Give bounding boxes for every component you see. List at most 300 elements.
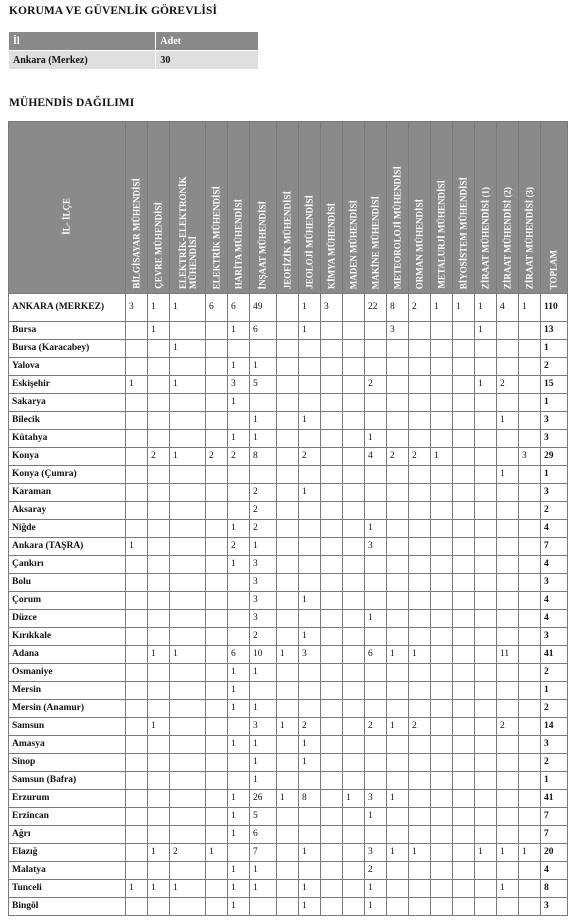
column-header-label: ZİRAAT MÜHENDİSİ (2)	[502, 186, 512, 289]
table-cell	[343, 754, 365, 772]
table-cell	[126, 448, 148, 466]
table-cell	[277, 592, 299, 610]
province-name: Konya	[9, 448, 126, 466]
table-cell: 1	[299, 898, 321, 916]
table-cell	[126, 592, 148, 610]
table-cell	[365, 682, 387, 700]
province-name: Bursa (Karacabey)	[9, 340, 126, 358]
table-cell	[519, 358, 541, 376]
table-cell	[431, 682, 453, 700]
table-cell	[299, 862, 321, 880]
table-cell	[277, 520, 299, 538]
table-cell	[206, 718, 228, 736]
table-cell	[453, 502, 475, 520]
table-cell	[519, 502, 541, 520]
table-cell	[277, 844, 299, 862]
table-row	[9, 610, 568, 628]
row-total: 7	[541, 538, 568, 556]
table-cell: 1	[299, 294, 321, 322]
row-total: 1	[541, 466, 568, 484]
column-header	[497, 122, 519, 294]
table-cell	[148, 682, 170, 700]
table-cell	[343, 358, 365, 376]
table-cell	[277, 538, 299, 556]
table-cell	[387, 826, 409, 844]
table-cell	[170, 664, 206, 682]
table-cell	[475, 394, 497, 412]
table-cell: 22	[365, 294, 387, 322]
table-cell	[343, 610, 365, 628]
table-cell	[321, 484, 343, 502]
province-name: Elazığ	[9, 844, 126, 862]
table-cell	[387, 682, 409, 700]
table-row	[9, 664, 568, 682]
table-cell	[343, 862, 365, 880]
column-header-label: İL- İLÇE	[61, 198, 72, 235]
table-cell	[126, 430, 148, 448]
table-cell	[343, 448, 365, 466]
table-cell: 1	[250, 736, 277, 754]
section-title-engineers: MÜHENDİS DAĞILIMI	[9, 97, 135, 109]
table-cell	[365, 358, 387, 376]
table-cell	[321, 520, 343, 538]
table-cell	[206, 700, 228, 718]
column-header-label: BİYOSİSTEM MÜHENDİSİ	[458, 176, 468, 289]
column-header-label: METALURJİ MÜHENDİSİ	[436, 180, 446, 289]
table-cell: 2	[170, 844, 206, 862]
table-cell	[519, 880, 541, 898]
table-cell	[343, 736, 365, 754]
table-cell	[148, 862, 170, 880]
table-cell	[228, 484, 250, 502]
table-cell	[453, 754, 475, 772]
table-cell	[409, 484, 431, 502]
table-cell: 1	[206, 844, 228, 862]
table-cell: 1	[228, 826, 250, 844]
province-name: Adana	[9, 646, 126, 664]
table-cell	[321, 898, 343, 916]
table-cell	[148, 358, 170, 376]
table-cell	[170, 466, 206, 484]
table-cell	[343, 394, 365, 412]
row-total: 1	[541, 772, 568, 790]
province-name: Ağrı	[9, 826, 126, 844]
table-cell	[409, 322, 431, 340]
table-cell	[343, 340, 365, 358]
table-cell: 1	[250, 754, 277, 772]
table-cell: 2	[250, 484, 277, 502]
header-il: İl	[9, 32, 156, 51]
table-cell	[126, 556, 148, 574]
table-cell	[170, 736, 206, 754]
table-cell	[299, 682, 321, 700]
table-cell	[497, 862, 519, 880]
table-cell	[206, 574, 228, 592]
table-cell	[126, 754, 148, 772]
table-cell	[343, 412, 365, 430]
table-cell	[228, 628, 250, 646]
table-cell	[453, 772, 475, 790]
row-total: 7	[541, 826, 568, 844]
table-cell	[475, 340, 497, 358]
table-cell	[431, 628, 453, 646]
table-cell	[409, 358, 431, 376]
table-cell	[343, 376, 365, 394]
table-cell	[170, 502, 206, 520]
table-cell: 8	[250, 448, 277, 466]
column-header-label: METEOROLOJİ MÜHENDİSİ	[392, 165, 402, 289]
table-cell	[321, 394, 343, 412]
table-cell	[299, 376, 321, 394]
table-cell	[206, 322, 228, 340]
table-cell	[321, 628, 343, 646]
table-cell: 1	[387, 718, 409, 736]
table-cell	[126, 610, 148, 628]
table-cell	[387, 502, 409, 520]
table-cell: 1	[250, 412, 277, 430]
table-cell	[299, 772, 321, 790]
table-cell	[277, 358, 299, 376]
table-cell: 1	[299, 880, 321, 898]
table-cell: 1	[387, 844, 409, 862]
table-cell	[126, 898, 148, 916]
table-cell	[343, 628, 365, 646]
table-row	[9, 880, 568, 898]
table-cell	[409, 790, 431, 808]
table-cell	[277, 754, 299, 772]
table-cell	[431, 592, 453, 610]
row-total: 7	[541, 808, 568, 826]
province-name: Samsun	[9, 718, 126, 736]
table-cell	[519, 430, 541, 448]
province-name: Mersin (Anamur)	[9, 700, 126, 718]
table-cell	[277, 664, 299, 682]
table-cell: 1	[277, 790, 299, 808]
table-cell	[299, 610, 321, 628]
province-name: Malatya	[9, 862, 126, 880]
table-cell	[170, 484, 206, 502]
province-name: Osmaniye	[9, 664, 126, 682]
row-total: 4	[541, 556, 568, 574]
table-cell	[431, 358, 453, 376]
province-name: Bursa	[9, 322, 126, 340]
table-cell	[321, 718, 343, 736]
cell-adet: 30	[156, 51, 259, 70]
table-cell	[519, 322, 541, 340]
table-cell	[475, 880, 497, 898]
table-cell: 2	[497, 718, 519, 736]
table-cell	[409, 808, 431, 826]
table-cell	[277, 862, 299, 880]
table-cell	[475, 520, 497, 538]
table-cell	[126, 466, 148, 484]
table-cell: 3	[250, 718, 277, 736]
table-cell	[519, 394, 541, 412]
table-cell	[321, 430, 343, 448]
table-cell	[431, 754, 453, 772]
table-cell	[431, 574, 453, 592]
table-cell	[365, 484, 387, 502]
table-row	[9, 574, 568, 592]
table-cell: 2	[228, 538, 250, 556]
table-cell: 1	[126, 880, 148, 898]
column-header	[365, 122, 387, 294]
table-cell: 3	[321, 294, 343, 322]
table-cell	[321, 502, 343, 520]
table-cell	[519, 790, 541, 808]
row-total: 2	[541, 358, 568, 376]
engineer-distribution-table	[8, 121, 568, 916]
province-name: ANKARA (MERKEZ)	[9, 294, 126, 322]
table-cell	[277, 340, 299, 358]
table-cell: 6	[365, 646, 387, 664]
table-cell: 6	[228, 294, 250, 322]
table-cell	[126, 826, 148, 844]
table-cell	[343, 646, 365, 664]
table-cell	[126, 682, 148, 700]
table-cell	[497, 592, 519, 610]
row-total: 1	[541, 682, 568, 700]
table-cell: 3	[519, 448, 541, 466]
table-cell: 5	[250, 808, 277, 826]
table-cell	[497, 682, 519, 700]
table-cell	[431, 538, 453, 556]
table-cell	[206, 520, 228, 538]
table-cell	[126, 664, 148, 682]
table-cell	[387, 772, 409, 790]
row-total: 110	[541, 294, 568, 322]
table-cell: 1	[126, 376, 148, 394]
table-cell	[475, 358, 497, 376]
table-cell	[277, 682, 299, 700]
table-cell	[453, 808, 475, 826]
table-cell	[299, 430, 321, 448]
row-total: 3	[541, 430, 568, 448]
province-name: Bilecik	[9, 412, 126, 430]
table-cell	[431, 556, 453, 574]
table-cell: 1	[299, 628, 321, 646]
table-cell	[365, 340, 387, 358]
table-cell	[206, 664, 228, 682]
table-cell	[409, 772, 431, 790]
table-cell	[453, 628, 475, 646]
table-row	[9, 412, 568, 430]
table-cell: 1	[519, 844, 541, 862]
table-cell	[453, 664, 475, 682]
column-header	[519, 122, 541, 294]
table-cell	[277, 448, 299, 466]
table-cell	[299, 808, 321, 826]
table-cell	[365, 628, 387, 646]
table-cell	[475, 664, 497, 682]
table-cell	[453, 844, 475, 862]
column-header-label: ELEKTRİK-ELEKTRONİK MÜHENDİSİ	[177, 176, 198, 289]
table-cell: 1	[170, 294, 206, 322]
security-staff-table	[8, 31, 259, 70]
table-cell: 1	[228, 682, 250, 700]
table-cell	[387, 430, 409, 448]
row-total: 3	[541, 736, 568, 754]
table-cell	[126, 718, 148, 736]
table-cell	[475, 538, 497, 556]
table-cell	[206, 538, 228, 556]
table-cell: 1	[365, 430, 387, 448]
table-cell	[299, 556, 321, 574]
table-cell	[277, 322, 299, 340]
table-cell: 2	[299, 718, 321, 736]
table-cell: 1	[170, 340, 206, 358]
table-cell	[453, 592, 475, 610]
table-cell	[475, 808, 497, 826]
table-cell	[343, 844, 365, 862]
table-cell: 4	[365, 448, 387, 466]
table-row	[9, 340, 568, 358]
table-cell: 1	[228, 736, 250, 754]
table-cell	[277, 826, 299, 844]
table-cell	[409, 754, 431, 772]
table-cell	[321, 682, 343, 700]
table-cell	[148, 754, 170, 772]
table-cell	[497, 628, 519, 646]
table-cell	[299, 700, 321, 718]
table-row	[9, 700, 568, 718]
table-cell	[453, 358, 475, 376]
row-total: 3	[541, 628, 568, 646]
table-cell	[409, 466, 431, 484]
table-cell	[343, 574, 365, 592]
table-cell: 2	[365, 376, 387, 394]
column-header-label: HARİTA MÜHENDİSİ	[233, 198, 243, 289]
table-cell: 2	[250, 628, 277, 646]
table-cell: 3	[365, 538, 387, 556]
table-cell	[453, 682, 475, 700]
table-cell: 1	[148, 646, 170, 664]
table-cell	[126, 502, 148, 520]
column-header	[475, 122, 497, 294]
table-cell	[277, 412, 299, 430]
table-cell	[409, 682, 431, 700]
row-total: 41	[541, 790, 568, 808]
province-name: Samsun (Bafra)	[9, 772, 126, 790]
table-cell	[170, 358, 206, 376]
table-cell	[299, 664, 321, 682]
table-cell	[343, 808, 365, 826]
table-cell	[431, 610, 453, 628]
table-cell	[409, 736, 431, 754]
table-cell: 1	[148, 294, 170, 322]
table-cell	[387, 358, 409, 376]
table-cell	[453, 826, 475, 844]
table-cell: 1	[228, 322, 250, 340]
table-cell	[126, 340, 148, 358]
table-cell	[277, 898, 299, 916]
table-cell	[126, 628, 148, 646]
table-cell	[453, 718, 475, 736]
table-cell	[365, 736, 387, 754]
table-cell: 1	[228, 880, 250, 898]
column-header	[148, 122, 170, 294]
table-cell	[365, 502, 387, 520]
table-cell	[321, 664, 343, 682]
table-cell	[519, 664, 541, 682]
table-cell	[431, 844, 453, 862]
table-cell	[519, 646, 541, 664]
table-cell	[148, 502, 170, 520]
table-cell	[343, 556, 365, 574]
table-cell	[365, 556, 387, 574]
table-cell	[475, 790, 497, 808]
table-cell	[250, 898, 277, 916]
table-cell	[299, 520, 321, 538]
table-cell	[497, 808, 519, 826]
table-cell: 1	[409, 844, 431, 862]
table-cell: 1	[228, 556, 250, 574]
table-cell	[387, 376, 409, 394]
table-cell: 2	[387, 448, 409, 466]
column-header-label: MADEN MÜHENDİSİ	[348, 199, 358, 289]
table-row	[9, 736, 568, 754]
table-cell	[387, 754, 409, 772]
table-cell	[277, 484, 299, 502]
table-cell	[148, 628, 170, 646]
table-cell: 2	[250, 502, 277, 520]
row-total: 4	[541, 610, 568, 628]
table-cell	[519, 574, 541, 592]
table-cell	[321, 880, 343, 898]
table-cell	[519, 682, 541, 700]
table-cell	[409, 412, 431, 430]
table-cell	[170, 556, 206, 574]
table-row	[9, 556, 568, 574]
table-cell	[148, 664, 170, 682]
table-cell	[431, 862, 453, 880]
table-cell	[365, 322, 387, 340]
row-total: 1	[541, 340, 568, 358]
table-cell: 1	[475, 376, 497, 394]
table-cell: 1	[365, 880, 387, 898]
table-cell	[299, 826, 321, 844]
table-cell	[387, 862, 409, 880]
table-cell	[475, 502, 497, 520]
table-cell	[431, 430, 453, 448]
table-cell	[431, 394, 453, 412]
province-name: Çankırı	[9, 556, 126, 574]
table-cell	[321, 790, 343, 808]
table-cell: 1	[250, 358, 277, 376]
table-cell	[299, 394, 321, 412]
table-cell	[475, 412, 497, 430]
table-cell: 1	[299, 484, 321, 502]
table-cell: 6	[250, 322, 277, 340]
column-header	[228, 122, 250, 294]
table-cell	[170, 412, 206, 430]
table-cell	[343, 898, 365, 916]
table-cell	[343, 592, 365, 610]
table-row	[9, 502, 568, 520]
table-cell: 1	[365, 898, 387, 916]
table-cell: 1	[228, 790, 250, 808]
table-cell	[453, 880, 475, 898]
table-cell	[365, 574, 387, 592]
table-cell	[321, 556, 343, 574]
table-cell	[343, 430, 365, 448]
table-cell	[321, 340, 343, 358]
column-header	[277, 122, 299, 294]
table-cell: 8	[299, 790, 321, 808]
table-cell	[206, 898, 228, 916]
table-cell	[148, 736, 170, 754]
table-row	[9, 628, 568, 646]
